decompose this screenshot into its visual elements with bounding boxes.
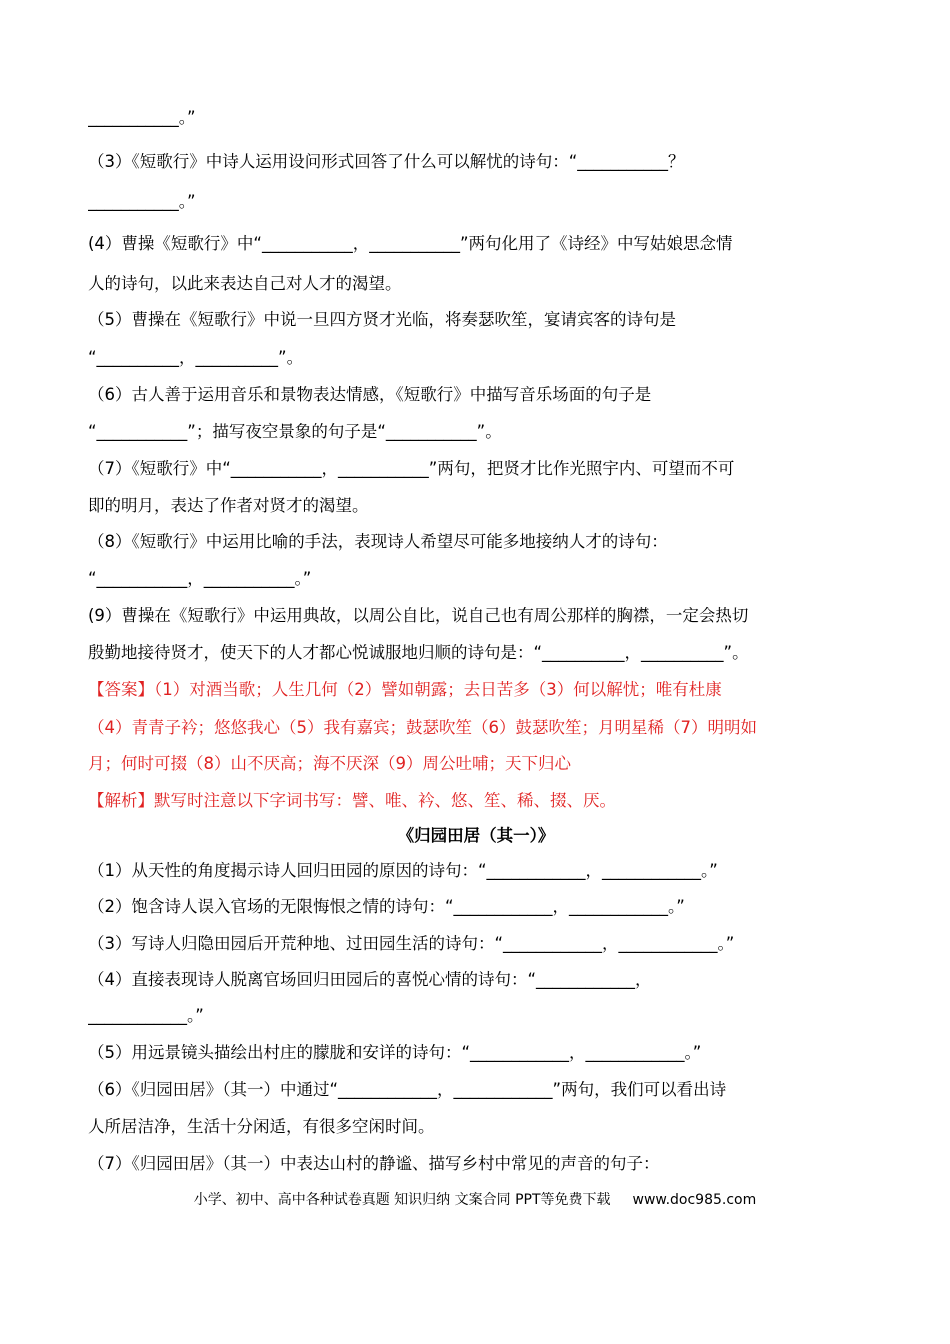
answer-line: 月；何时可掇（8）山不厌高；海不厌深（9）周公吐哺；天下归心 [88,754,571,773]
question-line: （5）用远景镜头描绘出村庄的朦胧和安详的诗句：“____________，____________。” [88,1043,702,1062]
footer-url[interactable]: www.doc985.com [632,1192,757,1208]
question-line: （1）从天性的角度揭示诗人回归田园的原因的诗句：“____________，____________。” [88,861,718,880]
question-line: 即的明月，表达了作者对贤才的渴望。 [88,496,369,515]
answer-line: （4）青青子衿；悠悠我心（5）我有嘉宾；鼓瑟吹笙（6）鼓瑟吹笙；月明星稀（7）明明如 [88,718,757,737]
question-line: (9）曹操在《短歌行》中运用典故，以周公自比，说自己也有周公那样的胸襟，一定会热切 [88,606,749,625]
question-line: （6）古人善于运用音乐和景物表达情感，《短歌行》中描写音乐场面的句子是 [88,385,652,404]
question-line: “__________，__________”。 [88,348,304,367]
question-line: （4）直接表现诗人脱离官场回归田园后的喜悦心情的诗句：“____________， [88,970,652,989]
question-line: 殷勤地接待贤才，使天下的人才都心悦诚服地归顺的诗句是：“__________，__________”。 [88,643,749,662]
question-line: （7）《归园田居》（其一）中表达山村的静谧、描写乡村中常见的声音的句子： [88,1154,660,1173]
question-line: 人所居洁净，生活十分闲适，有很多空闲时间。 [88,1117,435,1136]
question-line: （2）饱含诗人误入官场的无限悔恨之情的诗句：“____________，____________。” [88,897,685,916]
question-line: (4）曹操《短歌行》中“___________，___________”两句化用了《诗经》中写姑娘思念情 [88,234,733,253]
question-line: （8）《短歌行》中运用比喻的手法，表现诗人希望尽可能多地接纳人才的诗句： [88,532,668,551]
section-title: 《归园田居（其一）》 [397,826,555,845]
question-line: （3）《短歌行》中诗人运用设问形式回答了什么可以解忧的诗句：“___________？ [88,152,685,171]
question-line: “___________，___________。” [88,569,312,588]
question-line: 人的诗句，以此来表达自己对人才的渴望。 [88,274,402,293]
answer-line: 【答案】（1）对酒当歌；人生几何（2）譬如朝露；去日苦多（3）何以解忧；唯有杜康 [88,680,722,699]
page-footer [0,1190,950,1210]
question-line: “___________”；描写夜空景象的句子是“___________”。 [88,422,502,441]
question-line: （3）写诗人归隐田园后开荒种地、过田园生活的诗句：“____________，____________。” [88,934,735,953]
question-line: ___________。” [88,108,196,127]
analysis-line: 【解析】默写时注意以下字词书写：譬、唯、衿、悠、笙、稀、掇、厌。 [88,791,616,810]
footer-text: 小学、初中、高中各种试卷真题 知识归纳 文案合同 PPT等免费下载 [193,1192,611,1208]
question-line: ____________。” [88,1006,204,1025]
question-line: ___________。” [88,192,196,211]
question-line: （5）曹操在《短歌行》中说一旦四方贤才光临，将奏瑟吹笙，宴请宾客的诗句是 [88,310,676,329]
question-line: （7）《短歌行》中“___________，___________”两句，把贤才比作光照宇内、可望而不可 [88,459,735,478]
question-line: （6）《归园田居》（其一）中通过“____________，____________”两句，我们可以看出诗 [88,1080,727,1099]
